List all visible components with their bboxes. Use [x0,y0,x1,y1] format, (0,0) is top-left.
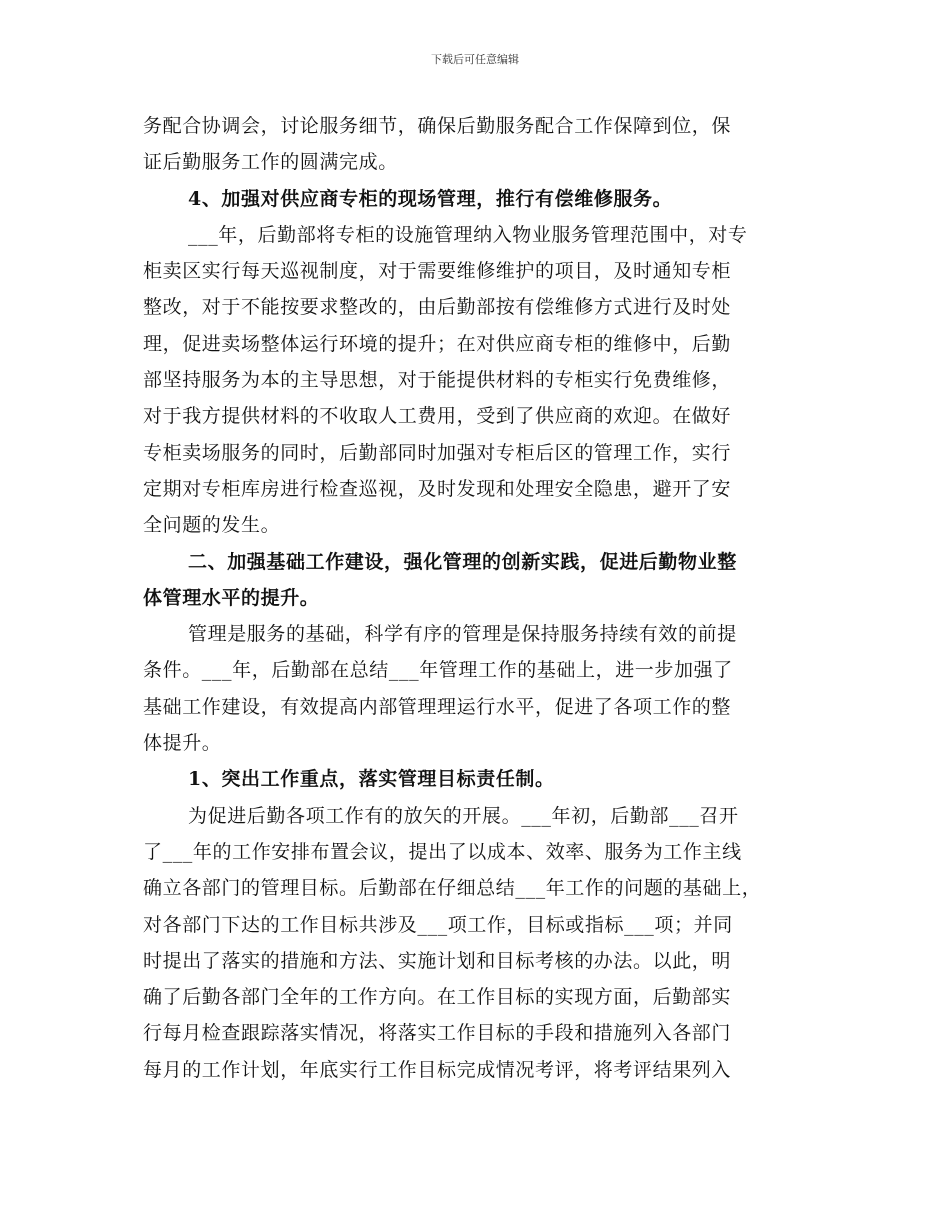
body-line: 管理是服务的基础，科学有序的管理是保持服务持续有效的前提 [188,623,737,646]
document-body [143,108,808,1088]
section-heading: 4、加强对供应商专柜的现场管理，推行有偿维修服务。 [188,187,673,210]
body-line: 整改，对于不能按要求整改的，由后勤部按有偿维修方式进行及时处 [143,296,732,319]
body-line: 柜卖区实行每天巡视制度，对于需要维修维护的项目，及时通知专柜 [143,260,732,283]
body-line: 为促进后勤各项工作有的放矢的开展。___年初，后勤部___召开 [188,804,739,827]
body-line: 体提升。 [143,732,222,755]
body-line: 专柜卖场服务的同时，后勤部同时加强对专柜后区的管理工作，实行 [143,441,732,464]
body-line: 确了后勤各部门全年的工作方向。在工作目标的实现方面，后勤部实 [143,986,732,1009]
body-line: 了___年的工作安排布置会议，提出了以成本、效率、服务为工作主线 [143,840,742,863]
body-line: 对各部门下达的工作目标共涉及___项工作，目标或指标___项；并同 [143,913,733,936]
body-line: 务配合协调会，讨论服务细节，确保后勤服务配合工作保障到位，保 [143,115,732,137]
section-heading: 1、突出工作重点，落实管理目标责任制。 [188,768,555,791]
body-line: 全问题的发生。 [143,514,281,537]
body-line: 基础工作建设，有效提高内部管理理运行水平，促进了各项工作的整 [143,695,732,718]
body-line: 定期对专柜库房进行检查巡视，及时发现和处理安全隐患，避开了安 [143,477,732,500]
body-line: 条件。___年，后勤部在总结___年管理工作的基础上，进一步加强了 [143,659,733,682]
section-heading: 体管理水平的提升。 [143,586,320,609]
body-line: 每月的工作计划，年底实行工作目标完成情况考评，将考评结果列入 [143,1058,732,1081]
body-line: 证后勤服务工作的圆满完成。 [143,151,398,174]
body-line: 部坚持服务为本的主导思想，对于能提供材料的专柜实行免费维修， [143,369,732,392]
page-header-note: 下载后可任意编辑 [431,53,519,66]
body-line: 时提出了落实的措施和方法、实施计划和目标考核的办法。以此，明 [143,949,732,972]
body-line: 行每月检查跟踪落实情况，将落实工作目标的手段和措施列入各部门 [143,1022,732,1045]
section-heading: 二、加强基础工作建设，强化管理的创新实践，促进后勤物业整 [188,550,737,573]
body-line: ___年，后勤部将专柜的设施管理纳入物业服务管理范围中，对专 [188,223,748,246]
body-line: 确立各部门的管理目标。后勤部在仔细总结___年工作的问题的基础上， [143,877,762,900]
body-line: 对于我方提供材料的不收取人工费用，受到了供应商的欢迎。在做好 [143,405,732,428]
body-line: 理，促进卖场整体运行环境的提升；在对供应商专柜的维修中，后勤 [143,332,732,355]
